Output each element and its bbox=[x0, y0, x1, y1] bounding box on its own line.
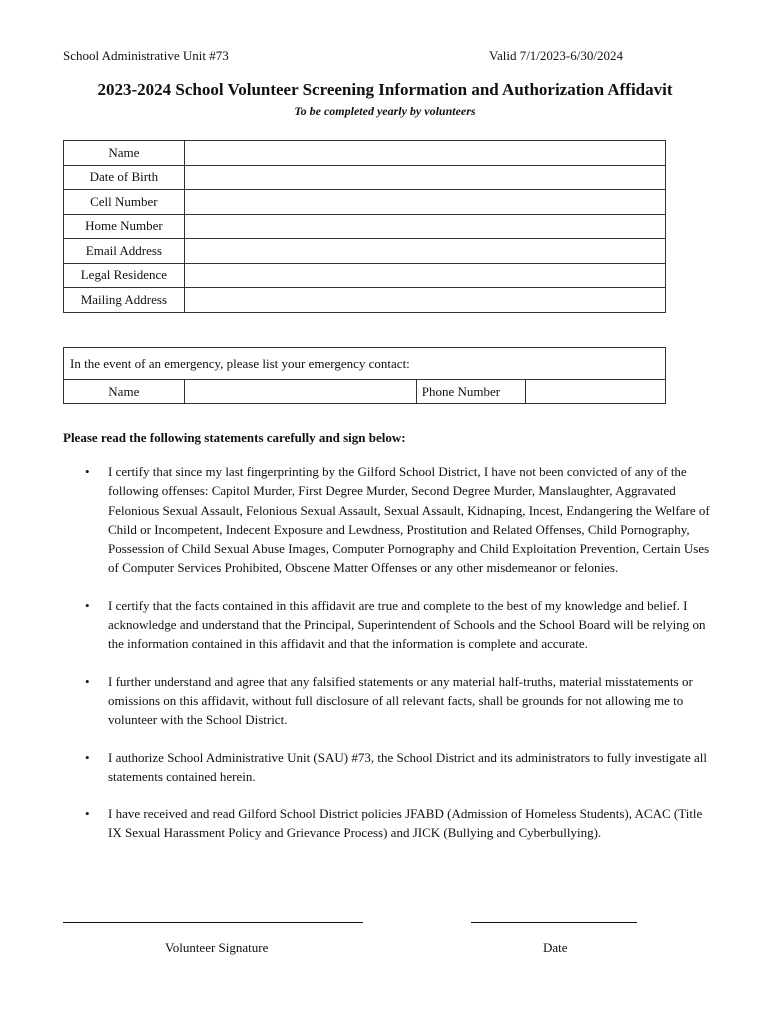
statement-item bbox=[63, 672, 713, 730]
statement-text: I further understand and agree that any falsified statements or any material half-truths, material misstatements or omissions on this affidavit, without full disclosure of all relevant facts, shall be grounds for not allowing me to volunteer with the School District. bbox=[108, 673, 693, 728]
mailing-address-field[interactable] bbox=[184, 288, 665, 313]
emergency-contact-table bbox=[63, 347, 666, 404]
info-row-residence bbox=[64, 263, 666, 288]
statement-item bbox=[63, 804, 713, 843]
bullet-icon: • bbox=[85, 749, 90, 765]
info-row-dob bbox=[64, 165, 666, 190]
info-row-email bbox=[64, 239, 666, 264]
statement-item bbox=[63, 596, 713, 654]
statement-item bbox=[63, 462, 713, 578]
date-of-birth-field[interactable] bbox=[184, 165, 665, 190]
statement-text: I certify that since my last fingerprinting by the Gilford School District, I have not been convicted of any of the following offenses: Capitol Murder, First Degree Murder, Second Degree Murder, Manslaughter, Aggravated Felonious Sexual Assault, Felonious Sexual Assault, Sexual Assault, Kidnaping, Incest, Endangering the Welfare of Child or Incompetent, Indecent Exposure and Lewdness, Prostitution and Related Offenses, Child Pornography, Possession of Child Sexual Abuse Images, Computer Pornography and Child Exploitation Prevention, Certain Uses of Computer Services Prohibited, Obscene Matter Offenses or any other misdemeanor or felonies. bbox=[108, 464, 710, 576]
date-signature-line[interactable] bbox=[471, 912, 637, 923]
volunteer-signature-label: Volunteer Signature bbox=[165, 940, 269, 955]
bullet-icon: • bbox=[85, 464, 90, 479]
info-label: Home Number bbox=[64, 214, 185, 239]
emergency-prompt: In the event of an emergency, please list your emergency contact: bbox=[64, 348, 666, 380]
info-label: Date of Birth bbox=[64, 165, 185, 190]
volunteer-signature-line[interactable] bbox=[63, 912, 363, 923]
cell-number-field[interactable] bbox=[184, 190, 665, 215]
instructions-heading: Please read the following statements carefully and sign below: bbox=[63, 430, 406, 445]
info-row-cell bbox=[64, 190, 666, 215]
bullet-icon: • bbox=[85, 806, 90, 822]
statement-item bbox=[63, 748, 713, 787]
header-unit: School Administrative Unit #73 bbox=[63, 48, 229, 63]
emergency-name-label: Name bbox=[64, 380, 185, 404]
info-label: Mailing Address bbox=[64, 288, 185, 313]
volunteer-info-table bbox=[63, 140, 666, 313]
emergency-name-field[interactable] bbox=[184, 380, 416, 404]
statement-text: I authorize School Administrative Unit (SAU) #73, the School District and its administrators to fully investigate all statements contained herein. bbox=[108, 749, 707, 784]
info-row-mailing bbox=[64, 288, 666, 313]
info-row-name bbox=[64, 141, 666, 166]
date-label: Date bbox=[543, 940, 568, 955]
home-number-field[interactable] bbox=[184, 214, 665, 239]
info-label: Legal Residence bbox=[64, 263, 185, 288]
header-validity: Valid 7/1/2023-6/30/2024 bbox=[489, 48, 623, 63]
emergency-phone-field[interactable] bbox=[525, 380, 665, 404]
name-field[interactable] bbox=[184, 141, 665, 166]
info-label: Email Address bbox=[64, 239, 185, 264]
emergency-phone-label: Phone Number bbox=[416, 380, 525, 404]
statements-list bbox=[63, 462, 713, 861]
bullet-icon: • bbox=[85, 673, 90, 689]
page-title: 2023-2024 School Volunteer Screening Information and Authorization Affidavit bbox=[97, 80, 673, 99]
statement-text: I have received and read Gilford School District policies JFABD (Admission of Homeless Students), ACAC (Title IX Sexual Harassment Policy and Grievance Process) and JICK (Bullying and Cyberbullying). bbox=[108, 806, 703, 841]
legal-residence-field[interactable] bbox=[184, 263, 665, 288]
bullet-icon: • bbox=[85, 597, 90, 613]
info-row-home bbox=[64, 214, 666, 239]
info-label: Name bbox=[64, 141, 185, 166]
email-address-field[interactable] bbox=[184, 239, 665, 264]
page-subtitle: To be completed yearly by volunteers bbox=[294, 104, 476, 118]
statement-text: I certify that the facts contained in this affidavit are true and complete to the best of my knowledge and belief. I acknowledge and understand that the Principal, Superintendent of Schools and the School Board will be relying on the information contained in this affidavit and that the information is complete and accurate. bbox=[108, 597, 706, 652]
info-label: Cell Number bbox=[64, 190, 185, 215]
